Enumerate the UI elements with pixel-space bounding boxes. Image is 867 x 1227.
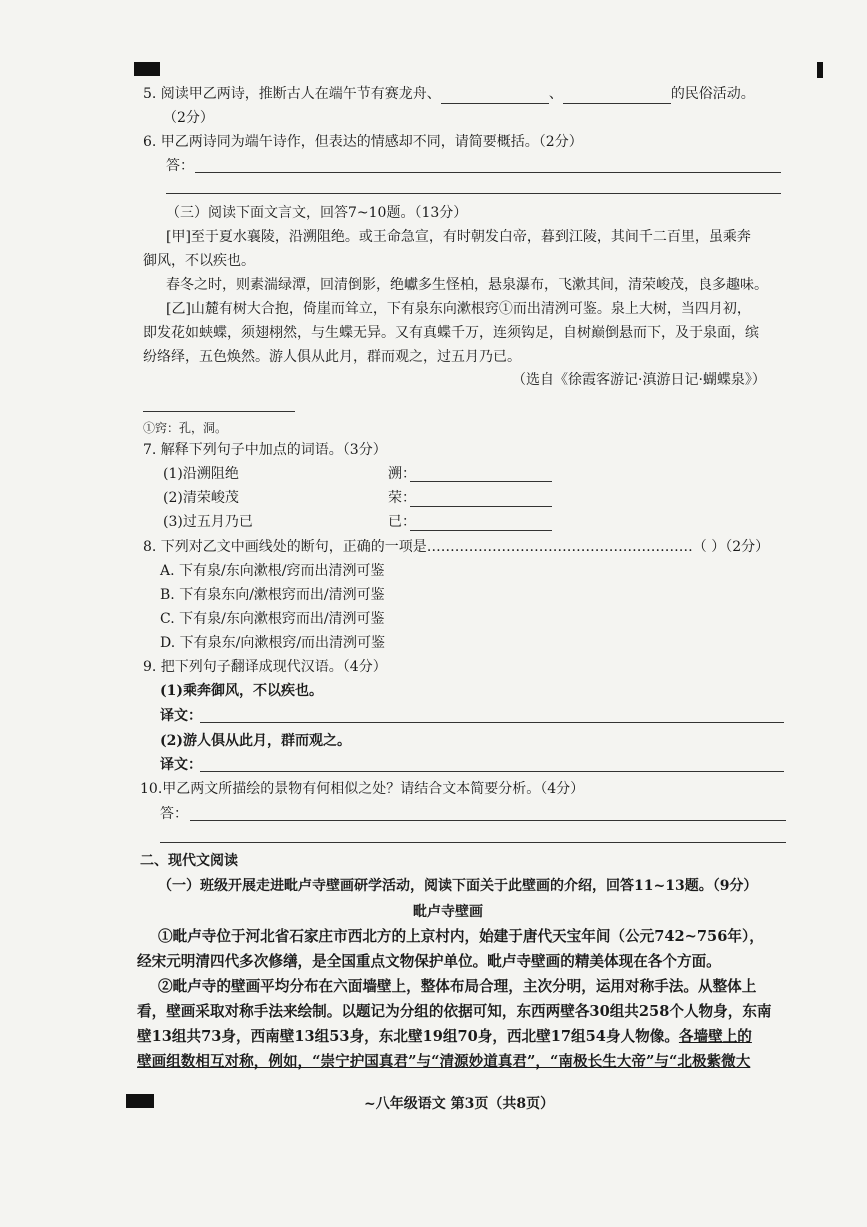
article-paragraph: 经宋元明清四代多次修缮，是全国重点文物保护单位。毗卢寺壁画的精美体现在各个方面。: [137, 953, 721, 970]
part-two-subheading: （一）班级开展走进毗卢寺壁画研学活动，阅读下面关于此壁画的介绍，回答11~13题。（9分）: [158, 878, 758, 894]
separator: 、: [548, 86, 563, 102]
q9-sentence-1: (1)乘奔御风，不以疾也。: [160, 683, 323, 699]
option-b[interactable]: B. 下有泉东向/漱根窍而出/清洌可鉴: [160, 587, 385, 603]
answer-line[interactable]: [195, 172, 781, 173]
registration-mark: [126, 1094, 154, 1108]
article-paragraph: [137, 1027, 752, 1047]
article-title: 毗卢寺壁画: [413, 904, 483, 920]
footnote: ①窍：孔，洞。: [143, 421, 228, 435]
article-paragraph-underlined: 壁画组数相互对称，例如，“崇宁护国真君”与“清源妙道真君”，“南极长生大帝”与“北极紫微大: [137, 1053, 751, 1070]
q7-word-label: 荣：: [388, 490, 416, 506]
answer-line[interactable]: [410, 506, 552, 507]
passage-jia-line: [甲]至于夏水襄陵，沿溯阻绝。或王命急宣，有时朝发白帝，暮到江陵，其间千二百里，虽乘奔: [166, 229, 751, 245]
registration-mark: [817, 62, 823, 78]
translation-label: 译文：: [160, 708, 202, 724]
q7-word-label: 已：: [388, 514, 416, 530]
passage-yi-line: 纷络绎，五色焕然。游人俱从此月，群而观之，过五月乃已。: [143, 349, 521, 365]
footnote-divider: [143, 411, 295, 412]
answer-label: 答：: [166, 158, 194, 174]
question-5: [143, 84, 755, 104]
question-9: 9. 把下列句子翻译成现代汉语。（4分）: [143, 659, 387, 675]
passage-yi-line: [乙]山麓有树大合抱，倚崖而耸立，下有泉东向漱根窍①而出清洌可鉴。泉上大树，当四月初，: [166, 301, 751, 317]
answer-line[interactable]: [200, 722, 784, 723]
option-c[interactable]: C. 下有泉/东向漱根窍而出/清洌可鉴: [160, 611, 385, 627]
q7-sentence: (1)沿溯阻绝: [163, 466, 239, 482]
answer-line[interactable]: [410, 530, 552, 531]
option-d[interactable]: D. 下有泉东/向漱根窍/而出清洌可鉴: [160, 635, 386, 651]
q7-sentence: (2)清荣峻茂: [163, 490, 239, 506]
paragraph-text: 壁13组共73身，西南壁13组53身，东北壁19组70身，西北壁17组54身人物像。: [137, 1028, 679, 1045]
answer-line[interactable]: [160, 842, 786, 843]
answer-line[interactable]: [410, 481, 552, 482]
question-5-tail: 的民俗活动。: [670, 86, 755, 102]
question-5-score: （2分）: [163, 110, 214, 126]
part-two-heading: 二、现代文阅读: [140, 853, 238, 869]
article-paragraph: ①毗卢寺位于河北省石家庄市西北方的上京村内，始建于唐代天宝年间（公元742~756年），: [158, 928, 764, 945]
question-8: 8. 下列对乙文中画线处的断句，正确的一项是…………………………………………………（ ）（2分）: [143, 539, 770, 555]
passage-yi-line: 即发花如蛱蝶，须翅栩然，与生蝶无异。又有真蝶千万，连须钩足，自树巅倒悬而下，及于泉面，缤: [143, 325, 759, 341]
translation-label: 译文：: [160, 757, 202, 773]
q9-sentence-2: (2)游人俱从此月，群而观之。: [160, 733, 351, 749]
source-citation: （选自《徐霞客游记·滇游日记·蝴蝶泉》）: [512, 372, 766, 388]
q7-sentence: (3)过五月乃已: [163, 514, 253, 530]
question-6: 6. 甲乙两诗同为端午诗作，但表达的情感却不同，请简要概括。（2分）: [143, 134, 583, 150]
question-10: 10.甲乙两文所描绘的景物有何相似之处？请结合文本简要分析。（4分）: [140, 781, 585, 797]
answer-line[interactable]: [190, 820, 786, 821]
answer-blank[interactable]: [441, 89, 549, 104]
q7-word-label: 溯：: [388, 466, 416, 482]
registration-mark: [134, 62, 160, 76]
option-a[interactable]: A. 下有泉/东向漱根/窍而出清洌可鉴: [160, 563, 385, 579]
passage-jia-line: 御风，不以疾也。: [143, 253, 255, 269]
page-footer: ~八年级语文 第3页（共8页）: [364, 1096, 555, 1112]
answer-line[interactable]: [200, 771, 784, 772]
answer-blank[interactable]: [563, 89, 671, 104]
answer-label: 答：: [160, 806, 188, 822]
article-paragraph: ②毗卢寺的壁画平均分布在六面墙壁上，整体布局合理，主次分明，运用对称手法。从整体上: [158, 978, 757, 995]
answer-line[interactable]: [166, 193, 781, 194]
question-5-text: 5. 阅读甲乙两诗，推断古人在端午节有赛龙舟、: [143, 86, 441, 102]
section-heading: （三）阅读下面文言文，回答7~10题。（13分）: [166, 205, 468, 221]
passage-jia-line: 春冬之时，则素湍绿潭，回清倒影，绝巘多生怪柏，悬泉瀑布，飞漱其间，清荣峻茂，良多趣味。: [166, 277, 768, 293]
article-paragraph: 看，壁画采取对称手法来绘制。以题记为分组的依据可知，东西两壁各30组共258个人物身，东南: [137, 1003, 772, 1020]
underlined-text: 各墙壁上的: [678, 1028, 752, 1045]
question-7: 7. 解释下列句子中加点的词语。（3分）: [143, 442, 387, 458]
